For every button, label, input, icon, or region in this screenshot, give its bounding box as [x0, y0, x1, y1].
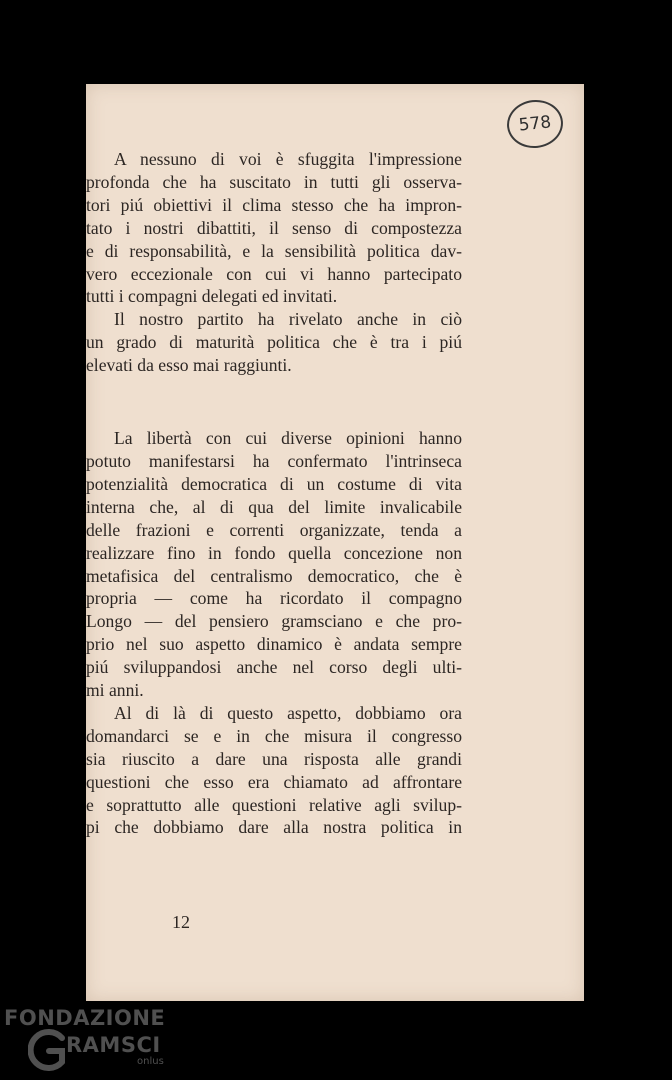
text-line: profonda che ha suscitato in tutti gli osserva-: [86, 171, 462, 192]
text-line: propria — come ha ricordato il compagno: [86, 588, 462, 609]
text-line: e di responsabilità, e la sensibilità politica dav-: [86, 240, 462, 261]
text-line: tutti i compagni delegati ed invitati.: [86, 286, 338, 307]
text-line: Al di là di questo aspetto, dobbiamo ora: [114, 702, 462, 723]
text-line: prio nel suo aspetto dinamico è andata sempre: [86, 634, 462, 655]
text-line: A nessuno di voi è sfuggita l'impressione: [114, 149, 462, 169]
text-line: pi che dobbiamo dare alla nostra politica in: [86, 817, 462, 838]
text-line: La libertà con cui diverse opinioni hanno: [114, 428, 462, 449]
text-line: realizzare fino in fondo quella concezione non: [86, 542, 462, 563]
text-line: potuto manifestarsi ha confermato l'intrinseca: [86, 450, 462, 471]
fondazione-gramsci-logo: [4, 1006, 174, 1078]
paragraph-3: [86, 427, 462, 702]
logo-line-1: FONDAZIONE: [4, 1006, 166, 1030]
text-line: tato i nostri dibattiti, il senso di compostezza: [86, 217, 462, 238]
archive-stamp: [505, 97, 566, 151]
page-number: 12: [172, 912, 190, 932]
logo-line-3: onlus: [137, 1056, 164, 1067]
text-line: Il nostro partito ha rivelato anche in ciò: [114, 309, 462, 330]
paragraph-2: [86, 308, 462, 377]
text-line: delle frazioni e correnti organizzate, tenda a: [86, 519, 462, 540]
stamp-number: 578: [517, 112, 553, 136]
text-line: tori piú obiettivi il clima stesso che ha impron-: [86, 194, 462, 215]
text-line: elevati da esso mai raggiunti.: [86, 355, 292, 376]
text-line: un grado di maturità politica che è tra i piú: [86, 332, 462, 353]
paragraph-4: [86, 702, 462, 839]
text-line: potenzialità democratica di un costume di vita: [86, 473, 462, 494]
logo-g-mark-icon: [28, 1028, 68, 1072]
logo-line-2: RAMSCI: [66, 1033, 161, 1057]
page-body-text: [86, 148, 462, 839]
text-line: vero eccezionale con cui vi hanno partecipato: [86, 263, 462, 284]
text-line: e soprattutto alle questioni relative agli svilup-: [86, 794, 462, 815]
text-line: metafisica del centralismo democratico, che è: [86, 565, 462, 586]
text-line: interna che, al di qua del limite invalicabile: [86, 496, 462, 517]
text-line: domandarci se e in che misura il congresso: [86, 725, 462, 746]
text-line: questioni che esso era chiamato ad affrontare: [86, 771, 462, 792]
text-line: Longo — del pensiero gramsciano e che pro-: [86, 611, 462, 632]
paragraph-1: [86, 148, 462, 308]
text-line: sia riuscito a dare una risposta alle grandi: [86, 748, 462, 769]
text-line: piú sviluppandosi anche nel corso degli ulti-: [86, 657, 462, 678]
text-line: mi anni.: [86, 680, 144, 701]
